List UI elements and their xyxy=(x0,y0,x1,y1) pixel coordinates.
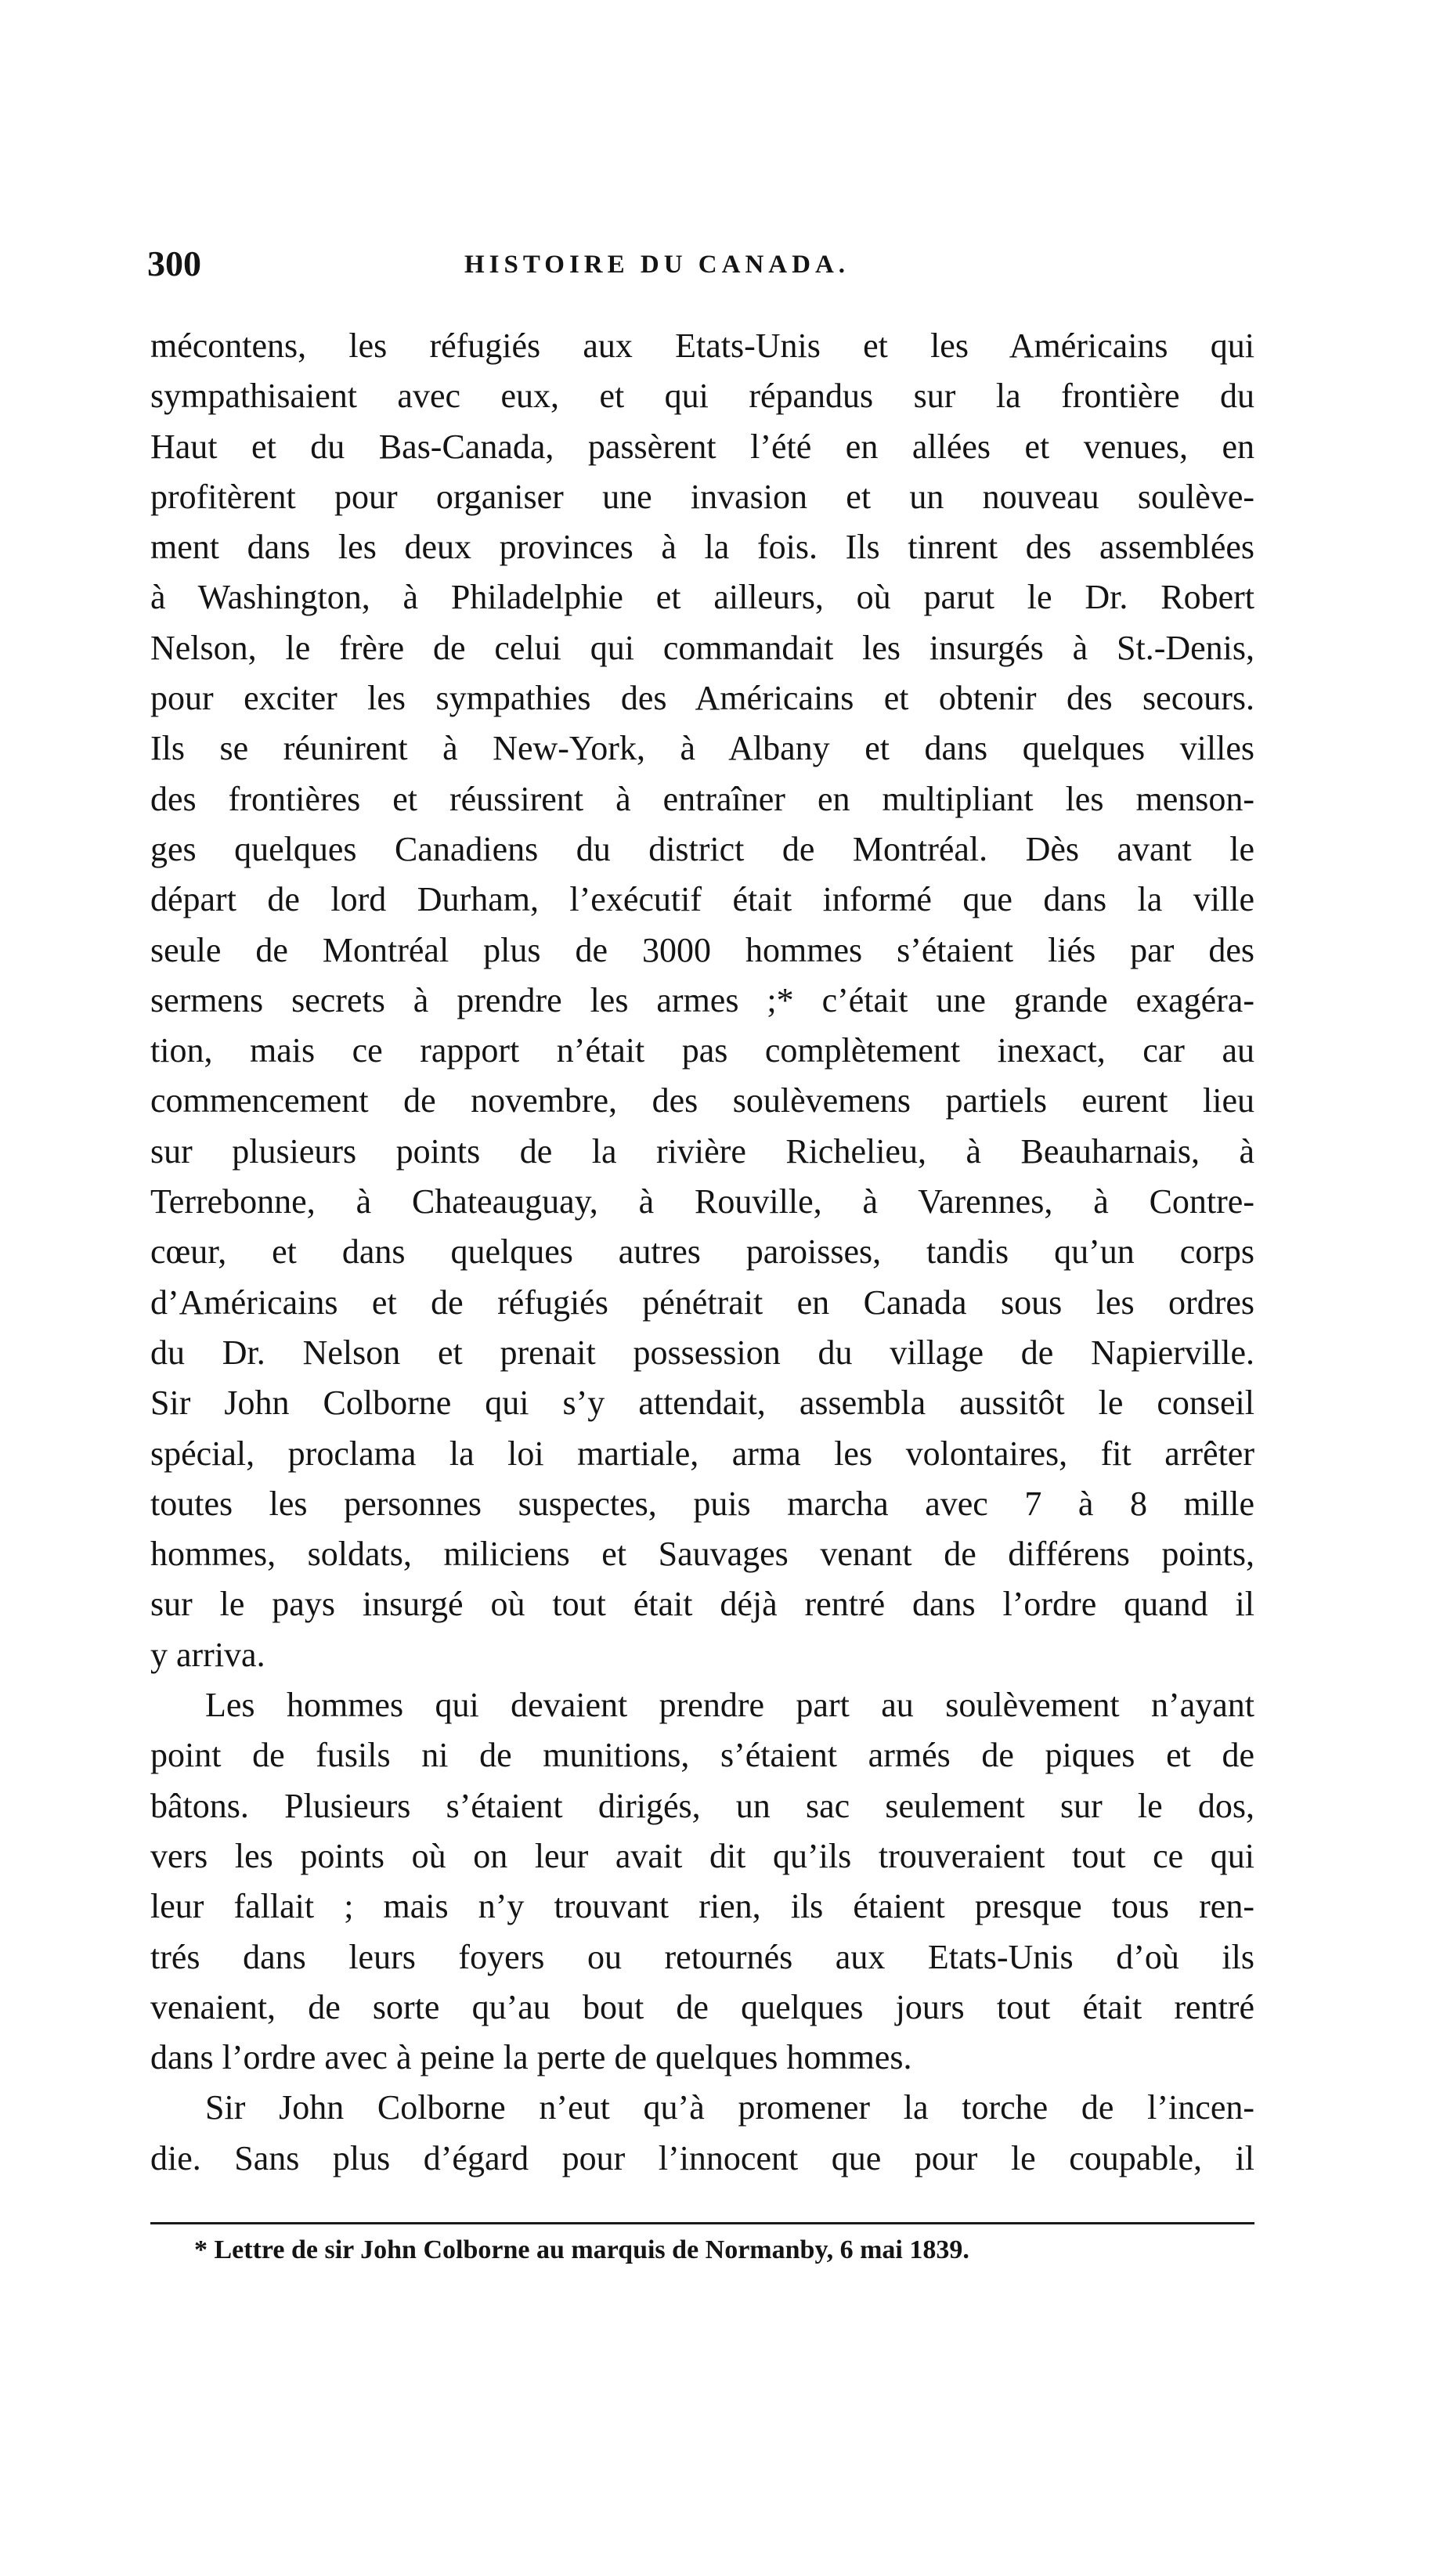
text-line: sympathisaient avec eux, et qui répandus sur la frontière du xyxy=(150,377,1254,416)
text-line: trés dans leurs foyers ou retournés aux Etats-Unis d’où ils xyxy=(150,1937,1254,1976)
page-number: 300 xyxy=(147,244,201,283)
text-line: Nelson, le frère de celui qui commandait les insurgés à St.-Denis, xyxy=(150,628,1254,667)
text-line: cœur, et dans quelques autres paroisses, tandis qu’un corps xyxy=(150,1232,1254,1272)
text-line: ges quelques Canadiens du district de Montréal. Dès avant le xyxy=(150,829,1254,868)
text-line: die. Sans plus d’égard pour l’innocent que pour le coupable, il xyxy=(150,2138,1254,2177)
text-line: départ de lord Durham, l’exécutif était informé que dans la ville xyxy=(150,880,1254,919)
text-line: Ils se réunirent à New-York, à Albany et dans quelques villes xyxy=(150,729,1254,768)
text-line: vers les points où on leur avait dit qu’ils trouveraient tout ce qui xyxy=(150,1836,1254,1875)
text-line: seule de Montréal plus de 3000 hommes s’étaient liés par des xyxy=(150,930,1254,969)
text-line: Les hommes qui devaient prendre part au soulèvement n’ayant xyxy=(205,1686,1254,1725)
body-text xyxy=(150,321,1254,2184)
text-line: du Dr. Nelson et prenait possession du village de Napierville. xyxy=(150,1333,1254,1372)
text-line: dans l’ordre avec à peine la perte de quelques hommes. xyxy=(150,2038,912,2077)
text-line: sur le pays insurgé où tout était déjà rentré dans l’ordre quand il xyxy=(150,1585,1254,1624)
text-line: toutes les personnes suspectes, puis marcha avec 7 à 8 mille xyxy=(150,1484,1254,1523)
text-line: Sir John Colborne n’eut qu’à promener la torche de l’incen- xyxy=(205,2088,1254,2127)
text-line: spécial, proclama la loi martiale, arma les volontaires, fit arrêter xyxy=(150,1434,1254,1473)
text-line: des frontières et réussirent à entraîner en multipliant les menson- xyxy=(150,779,1254,818)
text-line: bâtons. Plusieurs s’étaient dirigés, un sac seulement sur le dos, xyxy=(150,1786,1254,1825)
text-line: pour exciter les sympathies des Américains et obtenir des secours. xyxy=(150,679,1254,718)
text-line: sur plusieurs points de la rivière Richelieu, à Beauharnais, à xyxy=(150,1131,1254,1171)
text-line: d’Américains et de réfugiés pénétrait en Canada sous les ordres xyxy=(150,1283,1254,1322)
text-line: Terrebonne, à Chateauguay, à Rouville, à Varennes, à Contre- xyxy=(150,1182,1254,1221)
text-line: profitèrent pour organiser une invasion et un nouveau soulève- xyxy=(150,477,1254,516)
text-line: hommes, soldats, miliciens et Sauvages venant de différens points, xyxy=(150,1535,1254,1574)
text-line: à Washington, à Philadelphie et ailleurs, où parut le Dr. Robert xyxy=(150,578,1254,617)
running-title: HISTOIRE DU CANADA. xyxy=(464,251,850,279)
text-line: mécontens, les réfugiés aux Etats-Unis et les Américains qui xyxy=(150,327,1254,365)
text-line: leur fallait ; mais n’y trouvant rien, ils étaient presque tous ren- xyxy=(150,1887,1254,1926)
footnote: * Lettre de sir John Colborne au marquis de Normanby, 6 mai 1839. xyxy=(194,2235,969,2264)
text-line: point de fusils ni de munitions, s’étaient armés de piques et de xyxy=(150,1736,1254,1775)
text-line: commencement de novembre, des soulèvemens partiels eurent lieu xyxy=(150,1081,1254,1120)
text-line: Sir John Colborne qui s’y attendait, assembla aussitôt le conseil xyxy=(150,1384,1254,1423)
text-line: Haut et du Bas-Canada, passèrent l’été en allées et venues, en xyxy=(150,427,1254,466)
running-head xyxy=(147,243,1258,290)
text-line: sermens secrets à prendre les armes ;* c’était une grande exagéra- xyxy=(150,980,1254,1019)
text-line: tion, mais ce rapport n’était pas complètement inexact, car au xyxy=(150,1031,1254,1070)
footnote-divider xyxy=(150,2222,1254,2224)
text-line: y arriva. xyxy=(150,1635,265,1674)
text-line: venaient, de sorte qu’au bout de quelques jours tout était rentré xyxy=(150,1987,1254,2026)
text-line: ment dans les deux provinces à la fois. Ils tinrent des assemblées xyxy=(150,528,1254,567)
